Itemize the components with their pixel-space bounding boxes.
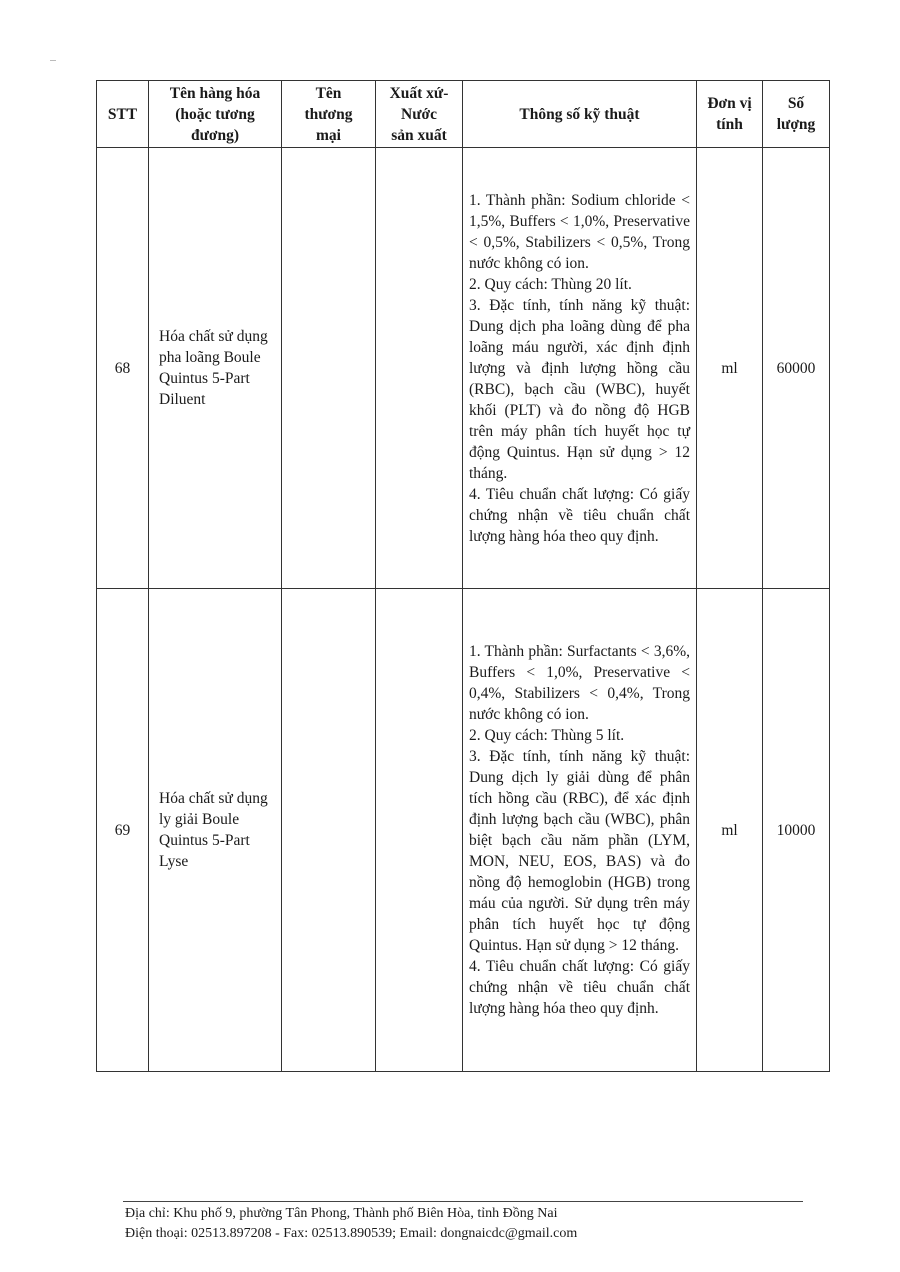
header-spec: Thông số kỹ thuật — [463, 81, 697, 148]
row-spec: 1. Thành phần: Surfactants < 3,6%, Buffers < 1,0%, Preservative < 0,4%, Stabilizers < 0,4%, Trong nước không có ion. 2. Quy cách: Thùng 5 lít. 3. Đặc tính, tính năng kỹ thuật: Dung dịch ly giải dùng để phân tích hồng cầu (RBC), để xác định định lượng bạch cầu (WBC), phân biệt bạch cầu năm phần (LYM, MON, NEU, EOS, BAS) và đo nồng độ hemoglobin (HGB) trong máu của người. Sử dụng trên máy phân tích huyết học tự động Quintus. Hạn sử dụng > 12 tháng. 4. Tiêu chuẩn chất lượng: Có giấy chứng nhận về tiêu chuẩn chất lượng hàng hóa theo quy định. — [463, 589, 697, 1072]
row-qty: 60000 — [763, 148, 830, 589]
page-footer — [125, 1204, 815, 1244]
row-origin — [376, 148, 463, 589]
table-header-row — [97, 81, 830, 148]
header-origin: Xuất xứ- Nước sản xuất — [376, 81, 463, 148]
footer-address: Địa chỉ: Khu phố 9, phường Tân Phong, Thành phố Biên Hòa, tỉnh Đồng Nai — [125, 1206, 558, 1221]
row-stt: 69 — [97, 589, 149, 1072]
row-item-name: Hóa chất sử dụng ly giải Boule Quintus 5-Part Lyse — [149, 589, 282, 1072]
goods-spec-table — [96, 80, 830, 1072]
footer-contact: Điện thoại: 02513.897208 - Fax: 02513.890539; Email: dongnaicdc@gmail.com — [125, 1226, 578, 1241]
row-item-name: Hóa chất sử dụng pha loãng Boule Quintus 5-Part Diluent — [149, 148, 282, 589]
header-trade-name: Tên thương mại — [282, 81, 376, 148]
row-origin — [376, 589, 463, 1072]
row-spec: 1. Thành phần: Sodium chloride < 1,5%, Buffers < 1,0%, Preservative < 0,5%, Stabilizers < 0,5%, Trong nước không có ion. 2. Quy cách: Thùng 20 lít. 3. Đặc tính, tính năng kỹ thuật: Dung dịch pha loãng dùng để pha loãng máu người, xác định định lượng và định lượng hồng cầu (RBC), bạch cầu (WBC), huyết khối (PLT) và đo nồng độ HGB trên máy phân tích huyết học tự động Quintus. Hạn sử dụng > 12 tháng. 4. Tiêu chuẩn chất lượng: Có giấy chứng nhận về tiêu chuẩn chất lượng hàng hóa theo quy định. — [463, 148, 697, 589]
row-unit: ml — [697, 148, 763, 589]
header-qty: Số lượng — [763, 81, 830, 148]
row-qty: 10000 — [763, 589, 830, 1072]
table-row — [97, 148, 830, 589]
row-trade-name — [282, 148, 376, 589]
row-trade-name — [282, 589, 376, 1072]
table-row — [97, 589, 830, 1072]
header-unit: Đơn vị tính — [697, 81, 763, 148]
header-name: Tên hàng hóa (hoặc tương đương) — [149, 81, 282, 148]
footer-divider — [123, 1201, 803, 1202]
row-unit: ml — [697, 589, 763, 1072]
row-stt: 68 — [97, 148, 149, 589]
scan-mark — [50, 60, 56, 61]
header-stt: STT — [97, 81, 149, 148]
